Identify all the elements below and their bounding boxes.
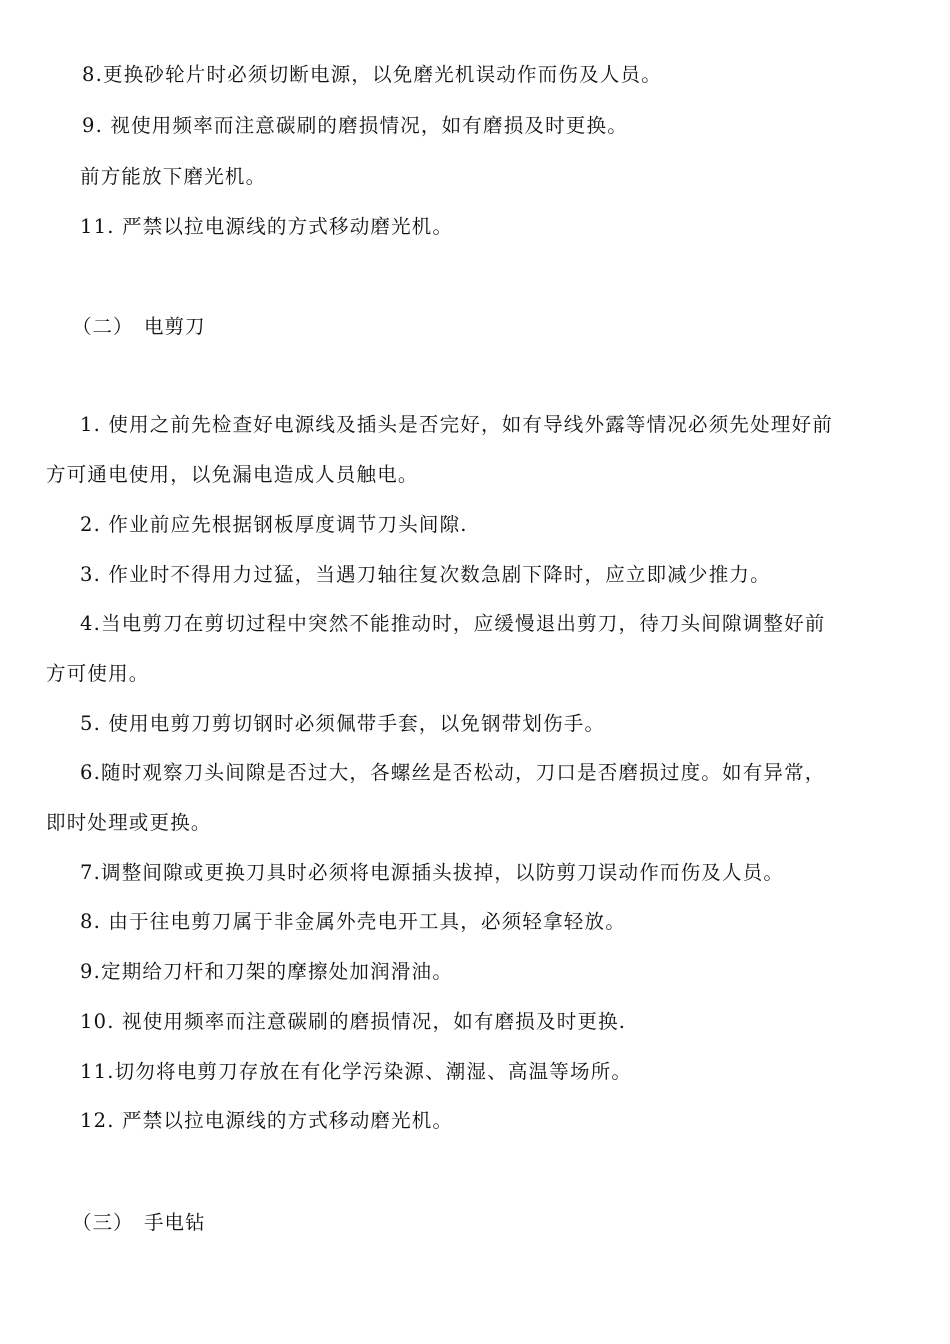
section-number: （三） [72, 1211, 134, 1234]
shears-item-3: 3. 作业时不得用力过猛，当遇刀轴往复次数急剧下降时，应立即减少推力。 [80, 563, 771, 586]
shears-item-6-line-1: 6.随时观察刀头间隙是否过大，各螺丝是否松动，刀口是否磨损过度。如有异常， [80, 761, 826, 784]
shears-item-1-line-1: 1. 使用之前先检查好电源线及插头是否完好，如有导线外露等情况必须先处理好前 [80, 413, 833, 436]
shears-item-4-line-2: 方可使用。 [46, 662, 150, 685]
shears-item-9: 9.定期给刀杆和刀架的摩擦处加润滑油。 [80, 960, 453, 983]
paragraph-continuation: 前方能放下磨光机。 [80, 165, 267, 188]
section-number: （二） [72, 315, 134, 338]
paragraph-item-8: 8.更换砂轮片时必须切断电源，以免磨光机误动作而伤及人员。 [82, 63, 662, 86]
shears-item-12: 12. 严禁以拉电源线的方式移动磨光机。 [80, 1109, 454, 1132]
shears-item-8: 8. 由于往电剪刀属于非金属外壳电开工具，必须轻拿轻放。 [80, 910, 626, 933]
shears-item-11: 11.切勿将电剪刀存放在有化学污染源、潮湿、高温等场所。 [80, 1060, 633, 1083]
shears-item-4-line-1: 4.当电剪刀在剪切过程中突然不能推动时，应缓慢退出剪刀，待刀头间隙调整好前 [80, 612, 826, 635]
shears-item-1-line-2: 方可通电使用，以免漏电造成人员触电。 [46, 463, 419, 486]
section-heading-electric-shears [72, 314, 206, 340]
shears-item-10: 10. 视使用频率而注意碳刷的磨损情况，如有磨损及时更换. [80, 1010, 627, 1033]
shears-item-6-line-2: 即时处理或更换。 [46, 811, 212, 834]
paragraph-item-11: 11. 严禁以拉电源线的方式移动磨光机。 [80, 215, 454, 238]
paragraph-item-9: 9. 视使用频率而注意碳刷的磨损情况，如有磨损及时更换。 [82, 114, 628, 137]
shears-item-5: 5. 使用电剪刀剪切钢时必须佩带手套，以免钢带划伤手。 [80, 712, 606, 735]
section-heading-hand-drill [72, 1210, 206, 1236]
shears-item-2: 2. 作业前应先根据钢板厚度调节刀头间隙. [80, 513, 468, 536]
section-title: 电剪刀 [144, 315, 206, 338]
section-title: 手电钻 [144, 1211, 206, 1234]
shears-item-7: 7.调整间隙或更换刀具时必须将电源插头拔掉，以防剪刀误动作而伤及人员。 [80, 861, 785, 884]
